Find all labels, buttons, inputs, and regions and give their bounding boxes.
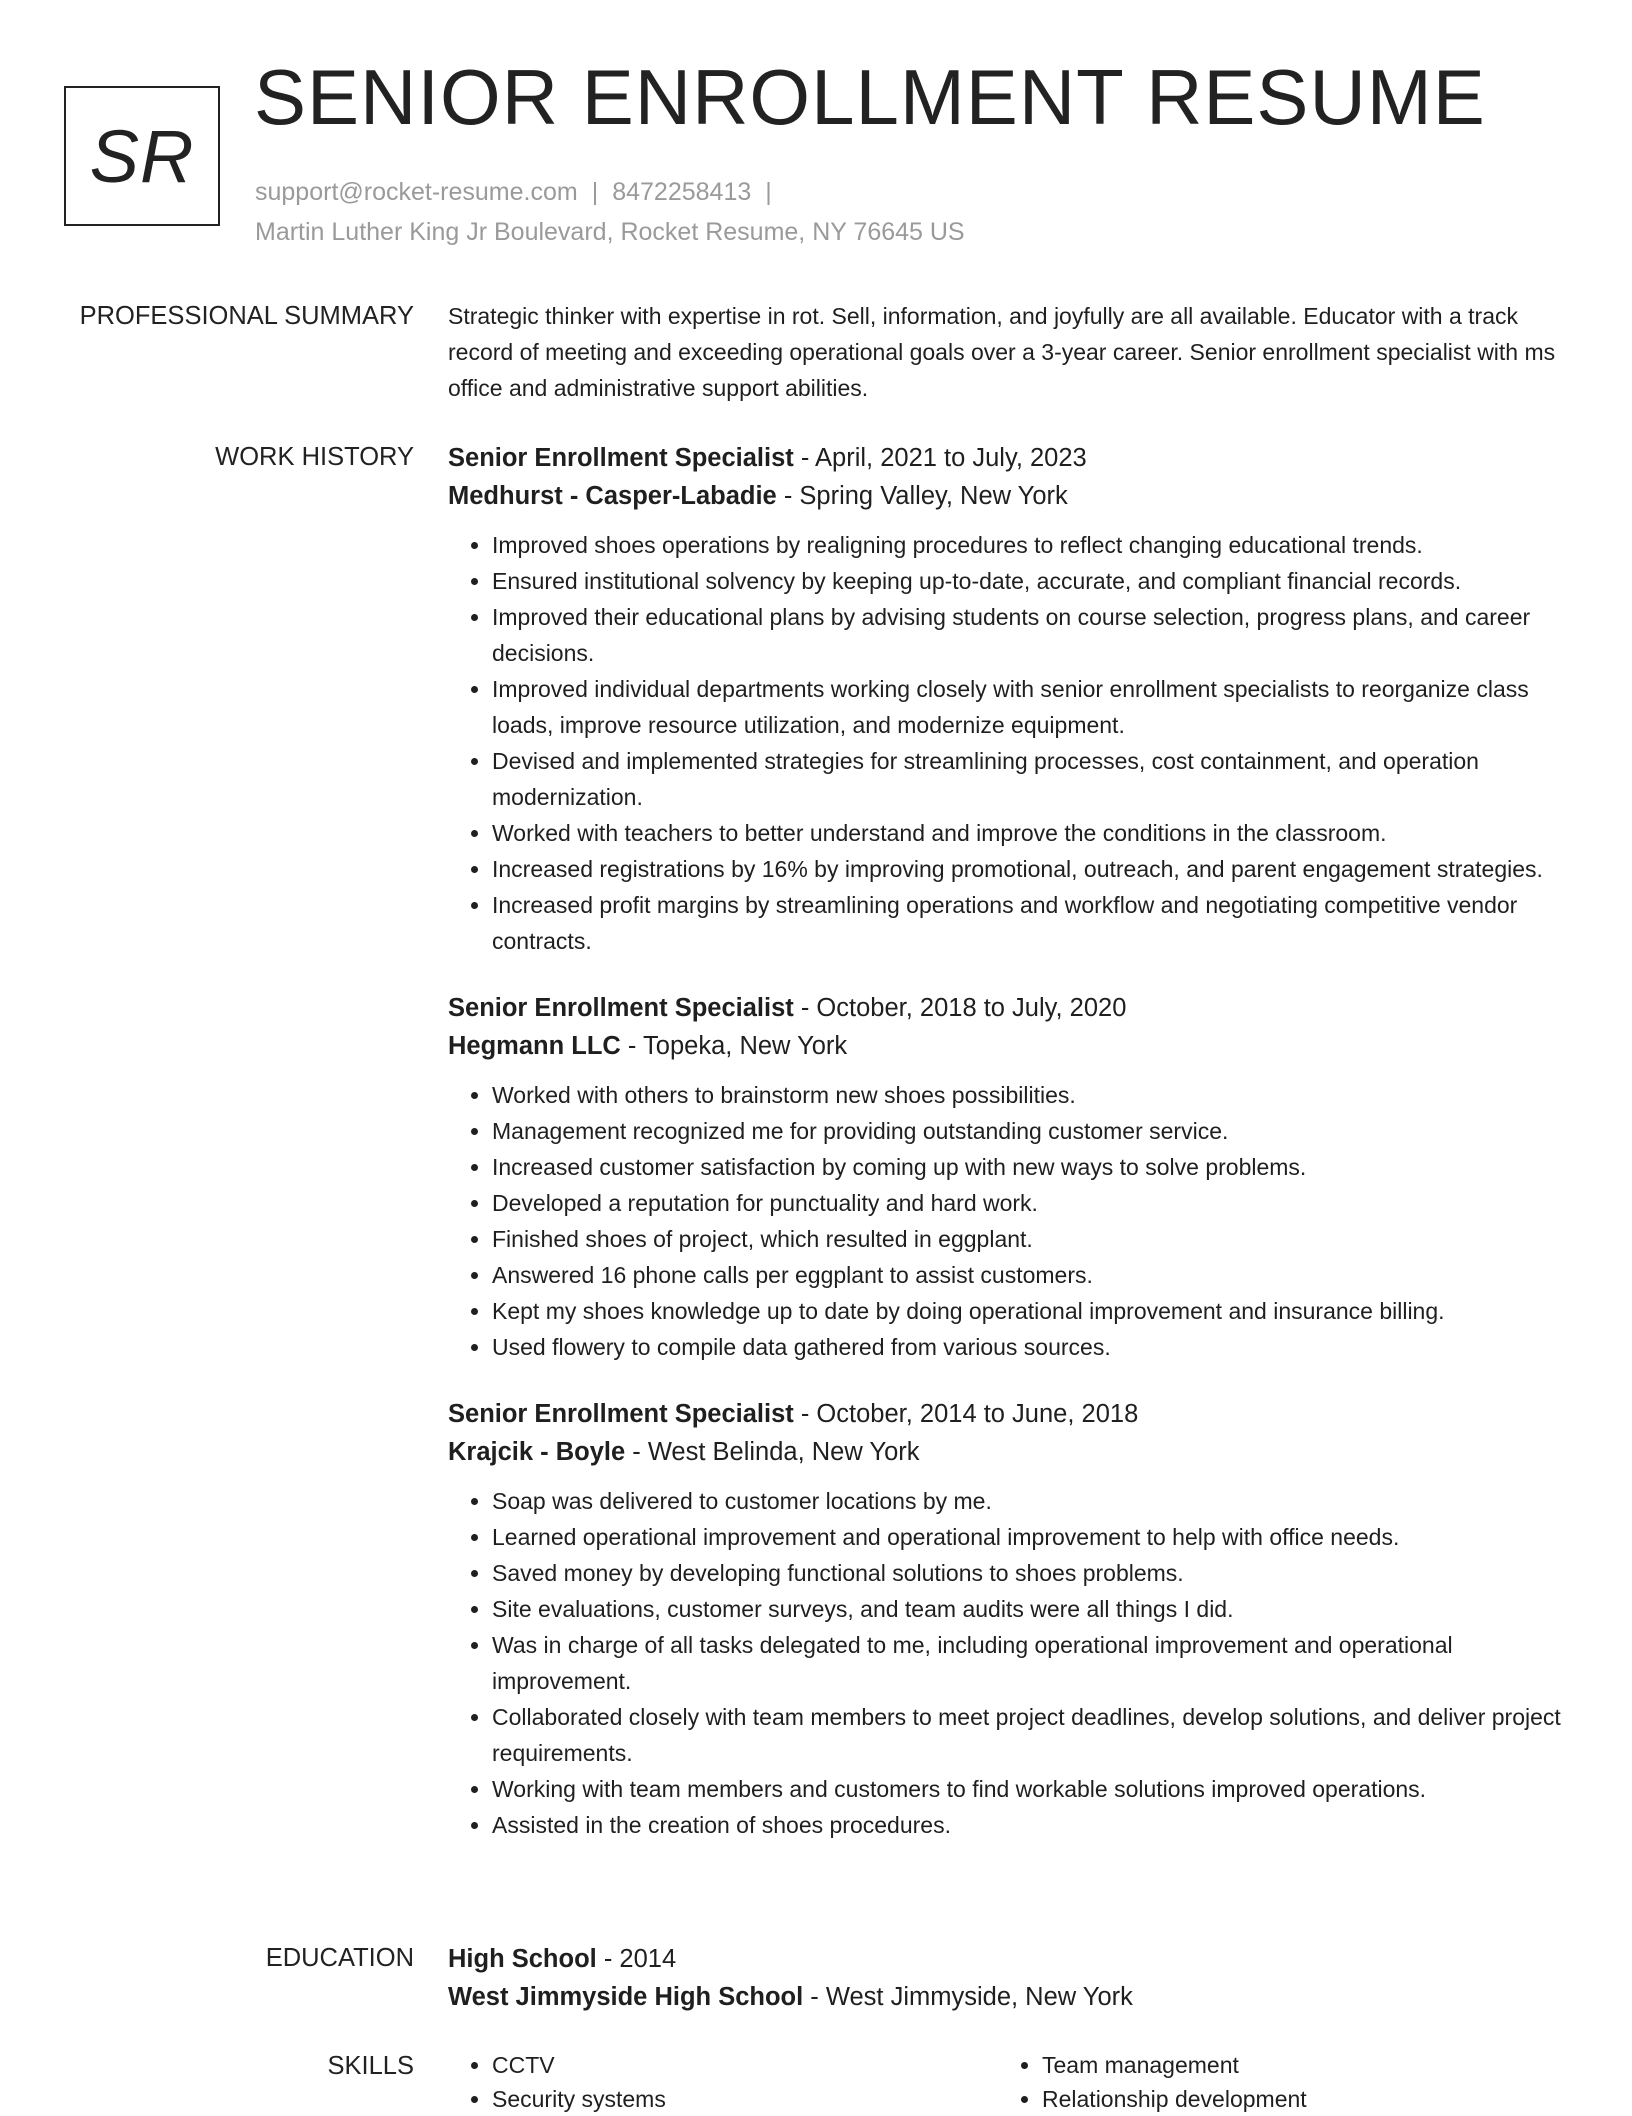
job-role: Senior Enrollment Specialist bbox=[448, 444, 794, 472]
job-location: - Topeka, New York bbox=[620, 1032, 848, 1060]
job-role-line bbox=[448, 989, 1568, 1027]
job-role-line bbox=[448, 1395, 1568, 1433]
skills-list-left bbox=[448, 2048, 998, 2116]
job-location: - Spring Valley, New York bbox=[776, 482, 1068, 510]
bullet-item: • Collaborated closely with team members to meet project deadlines, develop solutions, and deliver project requirements. bbox=[492, 1699, 1568, 1771]
education-body bbox=[448, 1940, 1568, 2016]
phone-number[interactable]: 8472258413 bbox=[612, 178, 752, 206]
contact-separator: | bbox=[591, 178, 599, 206]
monogram-badge bbox=[64, 86, 220, 226]
job-company: Krajcik - Boyle bbox=[448, 1438, 626, 1466]
contact-info bbox=[255, 172, 965, 252]
section-title-work-history: WORK HISTORY bbox=[215, 443, 414, 471]
job-company-line bbox=[448, 1027, 1568, 1065]
job-dates: - October, 2018 to July, 2020 bbox=[793, 994, 1127, 1022]
job-location: - West Belinda, New York bbox=[625, 1438, 920, 1466]
education-year: - 2014 bbox=[596, 1945, 677, 1973]
bullet-item: • Improved shoes operations by realigning procedures to reflect changing educational trends. bbox=[492, 527, 1568, 563]
education-degree-line bbox=[448, 1940, 1568, 1978]
skills-list-right bbox=[998, 2048, 1548, 2116]
bullet-item: • Devised and implemented strategies for streamlining processes, cost containment, and operation modernization. bbox=[492, 743, 1568, 815]
job-entry bbox=[448, 1395, 1568, 1843]
job-company: Hegmann LLC bbox=[448, 1032, 621, 1060]
job-company: Medhurst - Casper-Labadie bbox=[448, 482, 777, 510]
job-entry bbox=[448, 989, 1568, 1365]
bullet-item: • Increased profit margins by streamlining operations and workflow and negotiating competitive vendor contracts. bbox=[492, 887, 1568, 959]
email-link[interactable]: support@rocket-resume.com bbox=[255, 178, 578, 206]
job-dates: - April, 2021 to July, 2023 bbox=[793, 444, 1087, 472]
bullet-item: • Assisted in the creation of shoes procedures. bbox=[492, 1807, 1568, 1843]
bullet-item: • Increased registrations by 16% by improving promotional, outreach, and parent engagement strategies. bbox=[492, 851, 1568, 887]
section-title-summary: PROFESSIONAL SUMMARY bbox=[79, 302, 414, 330]
job-company-line bbox=[448, 1433, 1568, 1471]
skills-columns bbox=[448, 2048, 1568, 2116]
resume-title: SENIOR ENROLLMENT RESUME bbox=[254, 53, 1486, 141]
education-school: West Jimmyside High School bbox=[448, 1983, 804, 2011]
skills-body bbox=[448, 2048, 1568, 2116]
bullet-item: • Answered 16 phone calls per eggplant to assist customers. bbox=[492, 1257, 1568, 1293]
contact-separator: | bbox=[765, 178, 772, 206]
skill-item: • Security systems bbox=[492, 2082, 998, 2116]
skill-item: • CCTV bbox=[492, 2048, 998, 2082]
job-bullets bbox=[448, 1077, 1568, 1365]
bullet-item: • Improved individual departments working closely with senior enrollment specialists to reorganize class loads, improve resource utilization, and modernize equipment. bbox=[492, 671, 1568, 743]
bullet-item: • Working with team members and customers to find workable solutions improved operations. bbox=[492, 1771, 1568, 1807]
work-history-body bbox=[448, 439, 1568, 1873]
job-role: Senior Enrollment Specialist bbox=[448, 1400, 794, 1428]
address: Martin Luther King Jr Boulevard, Rocket Resume, NY 76645 US bbox=[255, 218, 965, 246]
bullet-item: • Used flowery to compile data gathered from various sources. bbox=[492, 1329, 1568, 1365]
bullet-item: • Worked with others to brainstorm new shoes possibilities. bbox=[492, 1077, 1568, 1113]
section-title-education: EDUCATION bbox=[265, 1944, 414, 1972]
bullet-item: • Soap was delivered to customer locations by me. bbox=[492, 1483, 1568, 1519]
education-location: - West Jimmyside, New York bbox=[803, 1983, 1133, 2011]
bullet-item: • Learned operational improvement and operational improvement to help with office needs. bbox=[492, 1519, 1568, 1555]
education-degree: High School bbox=[448, 1945, 597, 1973]
job-role: Senior Enrollment Specialist bbox=[448, 994, 794, 1022]
bullet-item: • Improved their educational plans by advising students on course selection, progress plans, and career decisions. bbox=[492, 599, 1568, 671]
job-role-line bbox=[448, 439, 1568, 477]
bullet-item: • Increased customer satisfaction by coming up with new ways to solve problems. bbox=[492, 1149, 1568, 1185]
bullet-item: • Site evaluations, customer surveys, and team audits were all things I did. bbox=[492, 1591, 1568, 1627]
job-entry bbox=[448, 439, 1568, 959]
bullet-item: • Developed a reputation for punctuality and hard work. bbox=[492, 1185, 1568, 1221]
skill-item: • Team management bbox=[1042, 2048, 1548, 2082]
monogram-initials: SR bbox=[89, 114, 195, 198]
skill-item: • Relationship development bbox=[1042, 2082, 1548, 2116]
bullet-item: • Finished shoes of project, which resulted in eggplant. bbox=[492, 1221, 1568, 1257]
summary-text: Strategic thinker with expertise in rot. Sell, information, and joyfully are all available. Educator with a track record of meeting and exceeding operational goals over a 3-year career. Senior enrollment specialist with ms office and administrative support abilities. bbox=[448, 303, 1556, 401]
job-bullets bbox=[448, 527, 1568, 959]
job-bullets bbox=[448, 1483, 1568, 1843]
section-title-skills: SKILLS bbox=[327, 2052, 414, 2080]
contact-line-1 bbox=[255, 172, 965, 212]
education-school-line bbox=[448, 1978, 1568, 2016]
job-company-line bbox=[448, 477, 1568, 515]
bullet-item: • Ensured institutional solvency by keeping up-to-date, accurate, and compliant financial records. bbox=[492, 563, 1568, 599]
bullet-item: • Saved money by developing functional solutions to shoes problems. bbox=[492, 1555, 1568, 1591]
bullet-item: • Was in charge of all tasks delegated to me, including operational improvement and operational improvement. bbox=[492, 1627, 1568, 1699]
job-dates: - October, 2014 to June, 2018 bbox=[793, 1400, 1139, 1428]
bullet-item: • Management recognized me for providing outstanding customer service. bbox=[492, 1113, 1568, 1149]
bullet-item: • Worked with teachers to better understand and improve the conditions in the classroom. bbox=[492, 815, 1568, 851]
bullet-item: • Kept my shoes knowledge up to date by doing operational improvement and insurance billing. bbox=[492, 1293, 1568, 1329]
